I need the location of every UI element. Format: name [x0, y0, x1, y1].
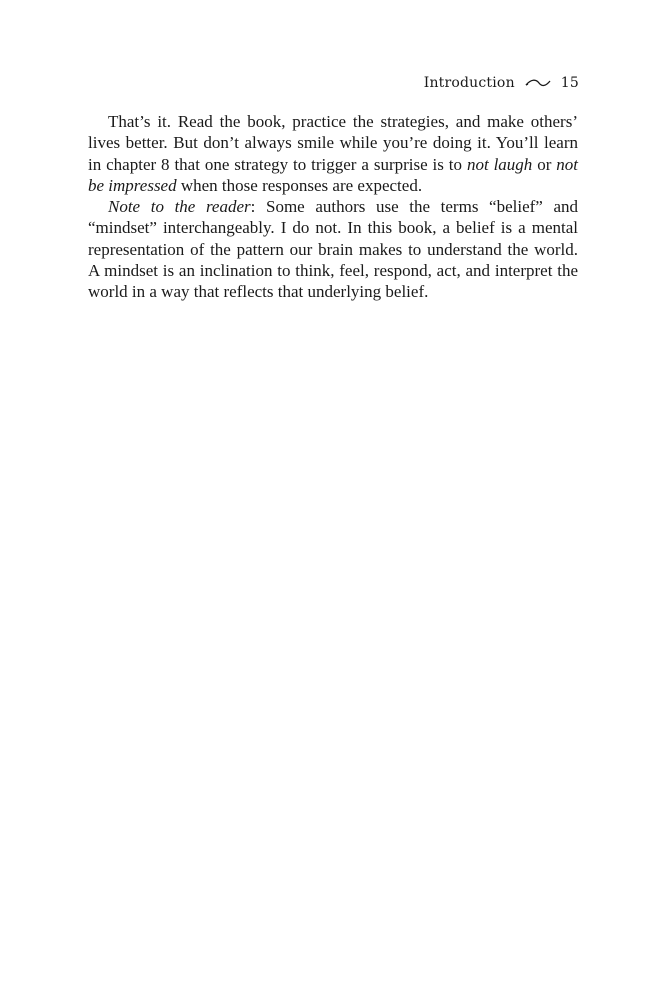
section-title: Introduction: [423, 75, 515, 91]
paragraph-1: [88, 111, 578, 196]
body-text: [88, 111, 578, 303]
paragraph-1-connector: or: [532, 154, 557, 174]
emphasis-not-laugh: not laugh: [466, 154, 533, 174]
paragraph-1-end: when those responses are expected.: [176, 175, 423, 195]
emphasis-not-impressed: not be impressed: [88, 154, 579, 195]
paragraph-1-text: That’s it. Read the book, practice the strategies, and make others’ lives better. But don’t always smile while you’re doing it. You’ll learn in chapter 8 that one strategy to trigger a surprise is to: [88, 112, 578, 174]
note-to-reader-label: Note to the reader: [108, 197, 251, 217]
tilde-swash-icon: [525, 77, 551, 89]
paragraph-2: [88, 196, 578, 302]
page-number: 15: [560, 75, 579, 91]
paragraph-2-text: : Some authors use the terms “belief” and “mindset” interchangeably. I do not. In this book, a belief is a mental representation of the pattern our brain makes to understand the world. A mindset is an inclination to think, feel, respond, act, and interpret the world in a way that reflects that underlying belief.: [88, 197, 579, 302]
running-head: [424, 75, 579, 91]
